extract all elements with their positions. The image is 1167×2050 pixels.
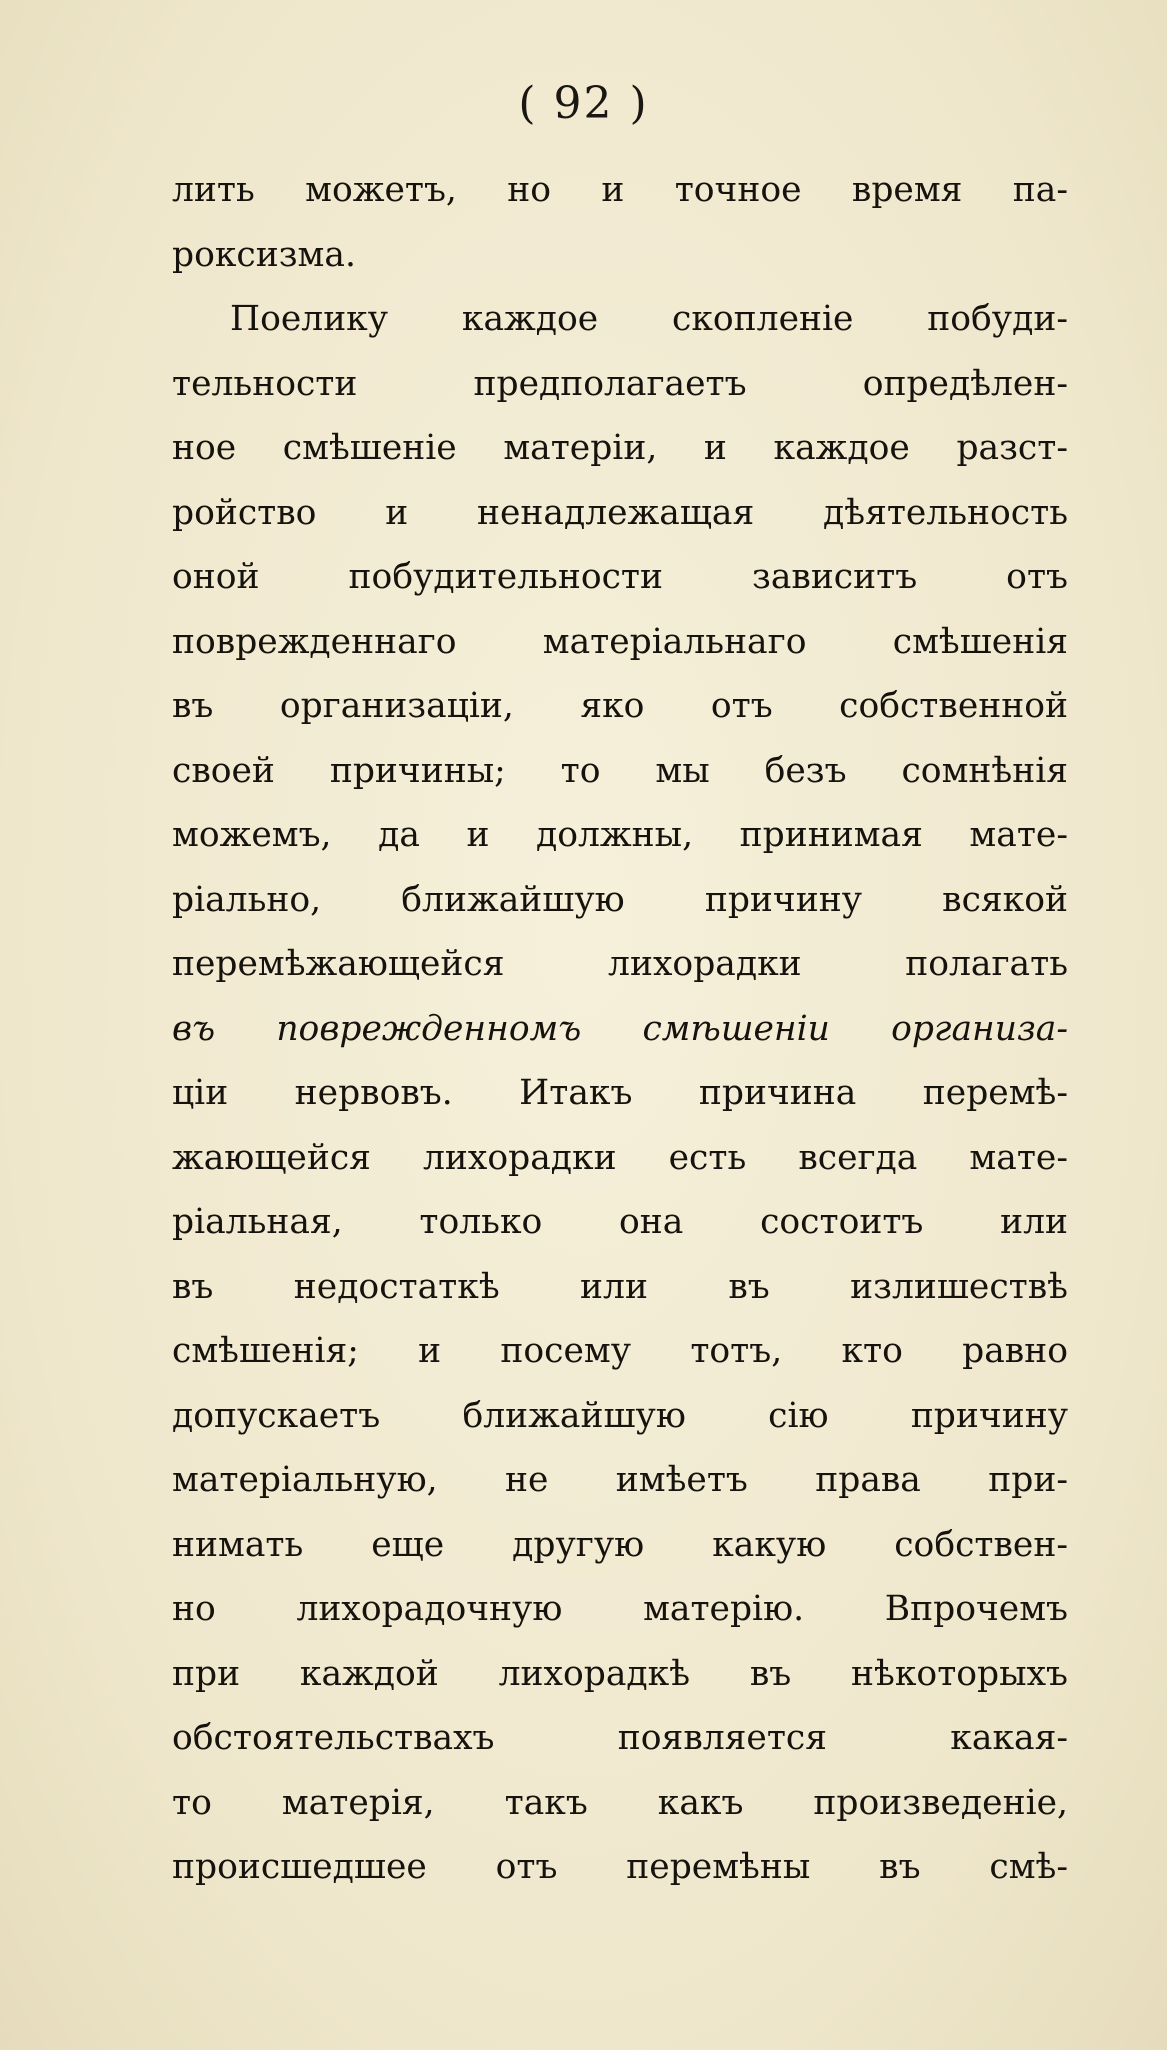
text-line: смѣшенія; и посему тотъ, кто равно (172, 1331, 1068, 1371)
text-line: своей причины; то мы безъ сомнѣнія (172, 750, 1068, 791)
text-line: можемъ, да и должны, принимая мате- (172, 815, 1068, 855)
text-line: обстоятельствахъ появляется какая- (172, 1718, 1068, 1758)
text-line: при каждой лихорадкѣ въ нѣкоторыхъ (172, 1653, 1068, 1694)
text-line: матеріальную, не имѣетъ права при- (172, 1460, 1068, 1500)
page-number: ( 92 ) (518, 78, 649, 129)
text-line: въ недостаткѣ или въ излишествѣ (172, 1266, 1068, 1307)
text-line: ціи нервовъ. Итакъ причина перемѣ- (172, 1073, 1068, 1113)
text-line: поврежденнаго матеріальнаго смѣшенія (172, 621, 1068, 662)
body-text (172, 158, 1068, 1900)
text-line: роксизма. (172, 234, 356, 275)
text-line: въ организаціи, яко отъ собственной (172, 686, 1068, 726)
text-line: ройство и ненадлежащая дѣятельность (172, 492, 1068, 533)
text-line: тельности предполагаетъ опредѣлен- (172, 363, 1068, 404)
text-line: то матерія, такъ какъ произведеніе, (172, 1782, 1068, 1823)
text-line: ріальная, только она состоитъ или (172, 1202, 1068, 1242)
text-line: въ поврежденномъ смѣшеніи организа- (172, 1008, 1068, 1049)
text-line: лить можетъ, но и точное время па- (172, 170, 1068, 210)
text-line: жающейся лихорадки есть всегда мате- (172, 1137, 1068, 1178)
text-line: перемѣжающейся лихорадки полагать (172, 944, 1068, 984)
text-line: нимать еще другую какую собствен- (172, 1524, 1068, 1565)
text-line: Поелику каждое скопленіе побуди- (230, 299, 1068, 339)
text-line: ное смѣшеніе матеріи, и каждое разст- (172, 428, 1068, 468)
text-line: оной побудительности зависитъ отъ (172, 557, 1068, 597)
text-line: ріально, ближайшую причину всякой (172, 879, 1068, 920)
text-line: но лихорадочную матерію. Впрочемъ (172, 1589, 1068, 1629)
text-line: происшедшее отъ перемѣны въ смѣ- (172, 1847, 1068, 1887)
text-line: допускаетъ ближайшую сію причину (172, 1395, 1068, 1436)
